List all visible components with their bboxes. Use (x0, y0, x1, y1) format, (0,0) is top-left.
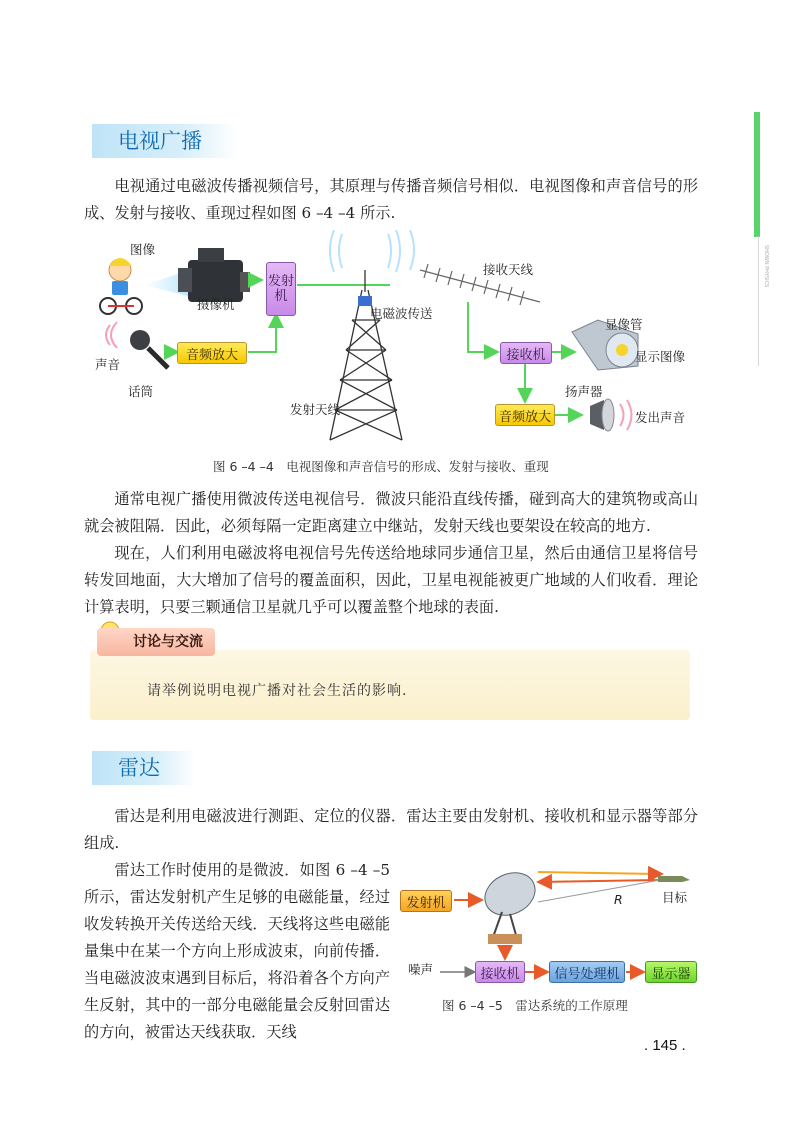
figure1-caption: 图 6 –4 –4 电视图像和声音信号的形成、发射与接收、重现 (213, 459, 549, 474)
paragraph-radar-intro: 雷达是利用电磁波进行测距、定位的仪器．雷达主要由发射机、接收机和显示器等部分组成. (84, 807, 698, 852)
paragraph-satellite: 现在，人们利用电磁波将电视信号先传送给地球同步通信卫星，然后由通信卫星将信号转发回地面，大大增加了信号的覆盖面积，因此，卫星电视能被更广地域的人们收看．理论计算表明，只要三颗通信卫星就几乎可以覆盖整个地球的表面. (84, 544, 698, 616)
label-sound: 声音 (95, 357, 121, 372)
label-target: 目标 (662, 890, 688, 905)
target-jet-icon (658, 876, 690, 882)
label-picture-tube: 显像管 (605, 317, 643, 332)
label-display-image: 显示图像 (635, 349, 686, 364)
page-number: . 145 . (644, 1037, 686, 1054)
radar-box-receiver: 接收机 (475, 961, 525, 983)
label-camera: 摄像机 (197, 297, 235, 312)
label-speaker: 扬声器 (565, 384, 603, 399)
figure2-caption: 图 6 –4 –5 雷达系统的工作原理 (442, 998, 628, 1013)
child-on-bike-icon (100, 258, 142, 314)
paragraph-microwave: 通常电视广播使用微波传送电视信号．微波只能沿直线传播，碰到高大的建筑物或高山就会被阻隔．因此，必须每隔一定距离建立中继站，发射天线也要架设在较高的地方. (84, 490, 698, 535)
box-audio-amp-right: 音频放大 (495, 404, 555, 426)
label-transmit-antenna: 发射天线 (290, 402, 341, 417)
speaker-icon (590, 399, 632, 431)
radar-box-display: 显示器 (645, 961, 697, 983)
label-receive-antenna: 接收天线 (483, 262, 534, 277)
label-emit-sound: 发出声音 (635, 410, 686, 425)
side-color-bar (754, 112, 760, 237)
label-range-r: R (614, 892, 623, 907)
side-margin-text: SHOWN PHYSICS (763, 245, 769, 288)
transmit-tower-icon (330, 270, 402, 440)
discussion-prompt: 请举例说明电视广播对社会生活的影响. (147, 683, 408, 699)
figure-tv-broadcast (90, 230, 710, 455)
discussion-title: 讨论与交流 (97, 628, 215, 656)
label-em-wave: 电磁波传送 (370, 306, 433, 321)
radar-box-transmitter: 发射机 (400, 890, 452, 912)
radio-waves (330, 230, 414, 272)
box-receiver: 接收机 (500, 342, 552, 364)
box-transmitter: 发射机 (266, 262, 296, 316)
section-title-radar: 雷达 (92, 751, 196, 785)
paragraph-tv-intro: 电视通过电磁波传播视频信号，其原理与传播音频信号相似．电视图像和声音信号的形成、发射与接收、重现过程如图 6 –4 –4 所示. (84, 177, 698, 222)
label-image: 图像 (130, 242, 156, 257)
box-audio-amp-left: 音频放大 (177, 342, 247, 364)
radar-dish-icon (478, 865, 542, 944)
label-noise: 噪声 (408, 962, 434, 977)
paragraph-radar-work: 雷达工作时使用的是微波．如图 6 –4 –5 所示，雷达发射机产生足够的电磁能量，经过收发转换开关传送给天线．天线将这些电磁能量集中在某一个方向上形成波束，向前传播．当电磁波波束遇到目标后，将沿着各个方向产生反射，其中的一部分电磁能量会反射回雷达的方向，被雷达天线获取．天线 (84, 861, 390, 1041)
label-microphone: 话筒 (128, 384, 154, 399)
section-title-tv: 电视广播 (92, 124, 238, 158)
figure-radar-system (400, 862, 700, 992)
camera-icon (178, 248, 250, 302)
radar-box-signal-processor: 信号处理机 (549, 961, 625, 983)
